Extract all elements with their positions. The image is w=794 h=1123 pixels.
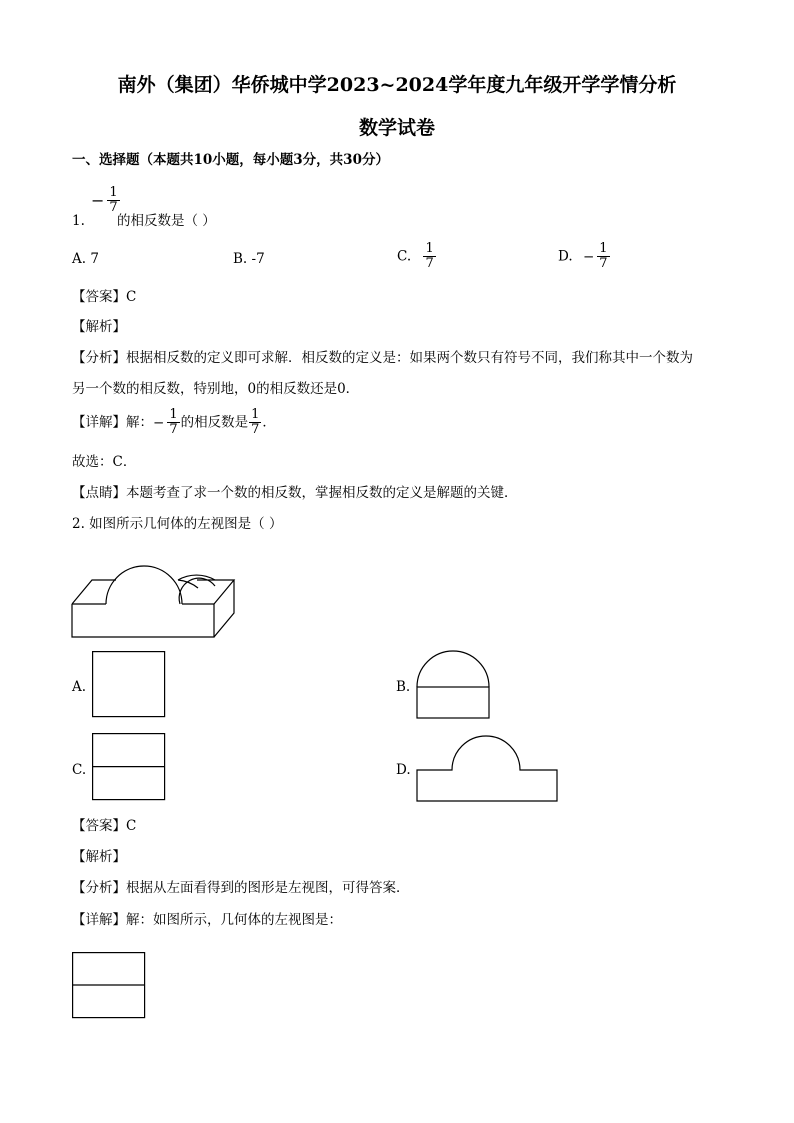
q1-option-d-sign: −	[582, 248, 595, 265]
q1-option-c	[397, 242, 437, 271]
q1-detail-den2: 7	[251, 422, 260, 437]
q2-option-d-label: D.	[396, 762, 411, 778]
q1-option-a: A. 7	[72, 251, 99, 267]
q2-option-b-label: B.	[396, 679, 411, 695]
page-subtitle: 数学试卷	[358, 117, 435, 139]
q1-frac-num: 1	[109, 185, 118, 200]
q1-option-d	[558, 242, 611, 271]
q1-detail	[72, 408, 276, 437]
q1-question-tail: 的相反数是（ ）	[117, 213, 216, 229]
q1-comment: 【点睛】本题考查了求一个数的相反数，掌握相反数的定义是解题的关键．	[72, 485, 518, 501]
q1-detail-end: ．	[262, 414, 276, 431]
q1-option-c-num: 1	[425, 241, 434, 256]
q2-analysis-label: 【解析】	[72, 849, 126, 865]
q1-number: 1.	[72, 213, 85, 229]
q2-question: 2. 如图所示几何体的左视图是（ ）	[72, 516, 283, 532]
q1-choose: 故选：C．	[72, 454, 137, 470]
q2-fenxi: 【分析】根据从左面看得到的图形是左视图，可得答案．	[72, 880, 410, 896]
q1-frac-den: 7	[109, 200, 118, 215]
q1-detail-num2: 1	[251, 407, 260, 422]
q1-detail-sign: −	[153, 414, 165, 431]
q2-option-d-figure	[416, 732, 561, 804]
q1-option-d-label: D.	[558, 248, 573, 265]
q2-answer: 【答案】C	[72, 818, 137, 834]
q1-analysis-label: 【解析】	[72, 319, 126, 335]
q2-option-a-label: A.	[72, 679, 87, 695]
q1-option-c-den: 7	[425, 256, 434, 271]
q1-option-c-label: C.	[397, 248, 412, 265]
q2-option-c-figure	[92, 733, 167, 803]
q1-answer: 【答案】C	[72, 289, 137, 305]
q2-solid-figure	[60, 540, 250, 645]
q1-detail-prefix: 【详解】解：	[72, 414, 153, 431]
q1-option-d-num: 1	[599, 241, 608, 256]
q1-frac-sign: −	[91, 191, 105, 210]
q1-fenxi-line1: 【分析】根据相反数的定义即可求解．相反数的定义是：如果两个数只有符号不同，我们称其中一个数为	[72, 350, 693, 366]
q1-detail-mid: 的相反数是	[180, 414, 249, 431]
q1-fraction	[91, 186, 121, 215]
q1-option-b: B. -7	[233, 251, 265, 267]
q1-detail-den1: 7	[169, 422, 178, 437]
q2-option-b-figure	[416, 650, 492, 722]
q2-answer-figure	[72, 952, 147, 1020]
q1-fenxi-line2: 另一个数的相反数，特别地，0的相反数还是0．	[72, 381, 360, 397]
section-heading: 一、选择题（本题共10小题，每小题3分，共30分）	[72, 152, 389, 168]
q2-option-a-figure	[92, 651, 167, 719]
q2-detail: 【详解】解：如图所示，几何体的左视图是：	[72, 912, 342, 928]
q1-detail-num1: 1	[169, 407, 178, 422]
q2-option-c-label: C.	[72, 762, 87, 778]
page-title: 南外（集团）华侨城中学2023~2024学年度九年级开学学情分析	[117, 74, 677, 96]
q1-option-d-den: 7	[599, 256, 608, 271]
